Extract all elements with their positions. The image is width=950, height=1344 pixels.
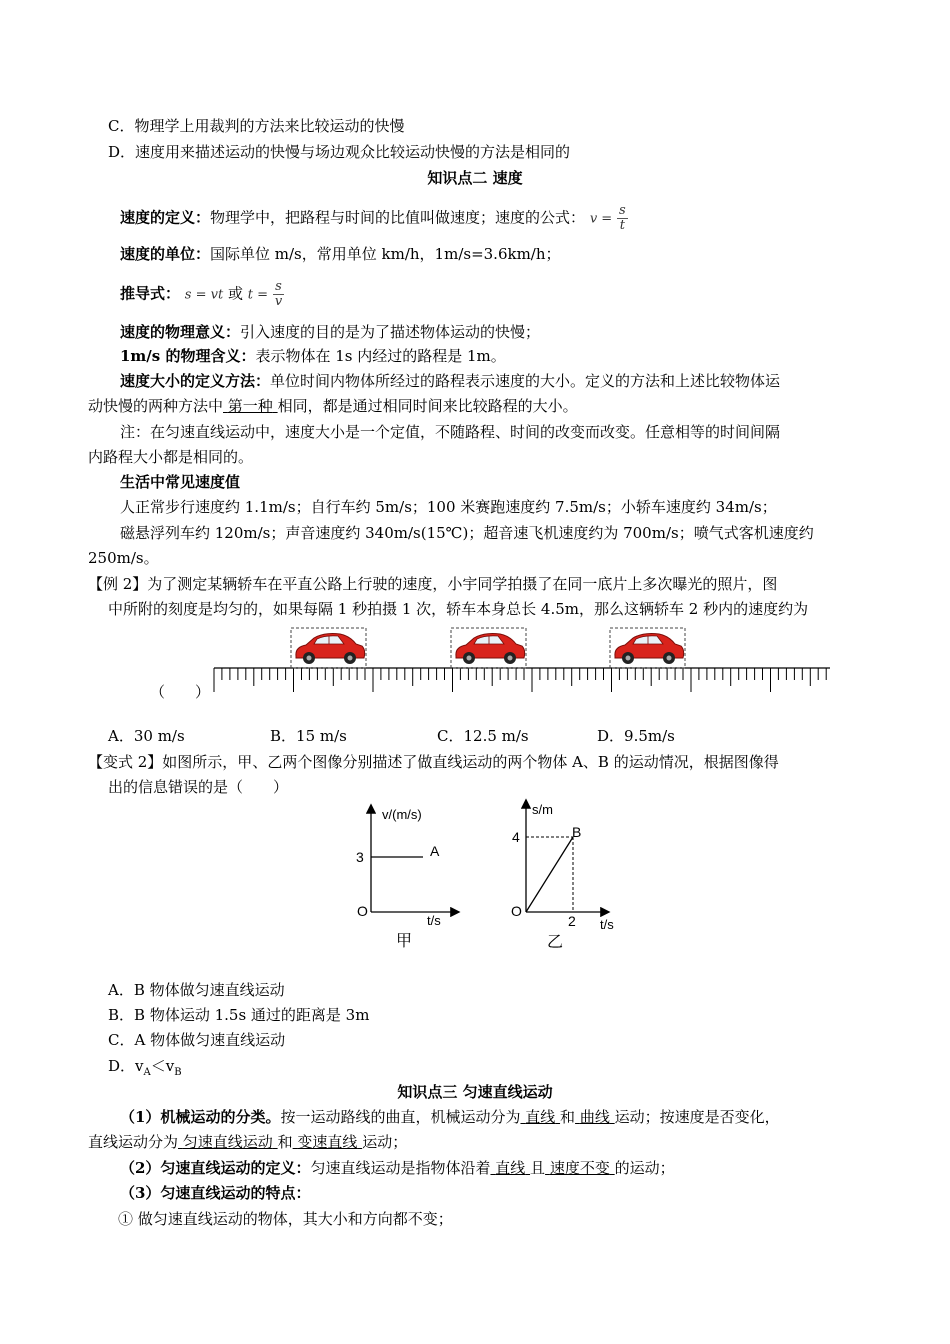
yi-point-label: B	[572, 824, 582, 840]
example2-option-a: A．30 m/s	[108, 727, 185, 745]
yi-x-label: t/s	[600, 917, 614, 932]
derive-fraction	[273, 280, 284, 309]
note-line2: 内路程大小都是相同的。	[88, 448, 254, 466]
car-icon-3	[615, 634, 684, 665]
example2-stem1: 【例 2】为了测定某辆轿车在平直公路上行驶的速度，小宇同学拍摄了在同一底片上多次曝光的照片，图	[88, 575, 778, 593]
p1-b: 和	[560, 1108, 576, 1126]
p1-blank2-text: 曲线	[579, 1108, 610, 1126]
unit-meaning-label: 1m/s 的物理含义：	[120, 347, 256, 365]
unit-meaning-text: 表示物体在 1s 内经过的路程是 1m。	[255, 347, 506, 365]
section3-p4: ① 做匀速直线运动的物体，其大小和方向都不变；	[118, 1210, 453, 1228]
p2-a: 匀速直线运动是指物体沿着	[310, 1159, 491, 1177]
p1-blank1	[520, 1108, 560, 1126]
derive-eq2: t =	[247, 287, 269, 303]
common-speeds-2: 磁悬浮列车约 120m/s；声音速度约 340m/s(15℃)；超音速飞机速度约为 700m/s；喷气式客机速度约	[120, 524, 814, 542]
variant2-option-d	[108, 1056, 182, 1083]
speed-unit-text: 国际单位 m/s，常用单位 km/h，1m/s=3.6km/h；	[210, 245, 561, 263]
meaning-text: 引入速度的目的是为了描述物体运动的快慢；	[240, 323, 541, 341]
speed-meaning	[120, 322, 540, 342]
option-d-prefix: D．v	[108, 1057, 144, 1075]
p1-blank3	[178, 1133, 278, 1151]
jia-origin: O	[357, 903, 368, 919]
unit-meaning	[120, 346, 506, 366]
p1-blank4	[293, 1133, 363, 1151]
p1-blank3-text: 匀速直线运动	[182, 1133, 273, 1151]
yi-caption: 乙	[547, 934, 564, 951]
yi-x-tick: 2	[568, 913, 576, 929]
speed-unit	[120, 244, 561, 264]
section3-p3: （3）匀速直线运动的特点：	[120, 1184, 311, 1202]
p1-a: 按一运动路线的曲直，机械运动分为	[280, 1108, 521, 1126]
section3-title: 知识点三 匀速直线运动	[397, 1083, 553, 1101]
jia-y-tick: 3	[356, 849, 364, 865]
variant2-stem1: 【变式 2】如图所示，甲、乙两个图像分别描述了做直线运动的两个物体 A、B 的运动情况，根据图像得	[88, 753, 779, 771]
derive-numerator: s	[273, 280, 284, 295]
ruler-ticks	[214, 668, 830, 692]
derive-label: 推导式：	[120, 284, 181, 303]
p1-c: 运动；按速度是否变化，	[614, 1108, 780, 1126]
p1-d: 直线运动分为	[88, 1133, 179, 1151]
formula-denominator: t	[619, 218, 625, 233]
meaning-label: 速度的物理意义：	[120, 323, 241, 341]
p2-b: 且	[530, 1159, 546, 1177]
variant2-stem2: 出的信息错误的是（ ）	[108, 778, 289, 796]
yi-line-b	[526, 837, 573, 912]
car-icon-1	[296, 634, 365, 665]
section3-p1-line1	[120, 1107, 780, 1127]
jia-caption: 甲	[396, 933, 413, 950]
p1-e: 和	[277, 1133, 293, 1151]
p2-blank2-text: 速度不变	[549, 1159, 610, 1177]
formula-fraction	[617, 204, 628, 233]
variant2-option-c: C．A 物体做匀速直线运动	[108, 1031, 286, 1049]
example2-stem2: 中所附的刻度是均匀的，如果每隔 1 秒拍摄 1 次，轿车本身总长 4.5m，那么这辆轿车 2 秒内的速度约为	[108, 600, 809, 618]
p1-blank1-text: 直线	[525, 1108, 556, 1126]
example2-option-b: B．15 m/s	[270, 727, 347, 745]
speed-def-text: 物理学中，把路程与时间的比值叫做速度；速度的公式：	[210, 208, 586, 227]
example2-paren: （ ）	[150, 683, 211, 701]
p2-c: 的运动；	[614, 1159, 675, 1177]
method-text2a: 动快慢的两种方法中	[88, 397, 224, 415]
p2-blank1	[490, 1159, 530, 1177]
option-d-sub-a: A	[143, 1067, 151, 1078]
example2-option-c: C．12.5 m/s	[437, 727, 529, 745]
variant2-option-a: A．B 物体做匀速直线运动	[108, 981, 285, 999]
graph-jia	[340, 800, 470, 952]
method-line1	[120, 371, 780, 391]
prev-option-c: C．物理学上用裁判的方法来比较运动的快慢	[108, 117, 405, 135]
p1-blank2	[575, 1108, 615, 1126]
p1-label: （1）机械运动的分类。	[120, 1108, 281, 1126]
p1-blank4-text: 变速直线	[297, 1133, 358, 1151]
prev-option-d: D．速度用来描述运动的快慢与场边观众比较运动快慢的方法是相同的	[108, 143, 571, 161]
jia-line-label: A	[430, 843, 440, 859]
yi-y-tick: 4	[512, 829, 520, 845]
car-icon-2	[456, 634, 525, 665]
formula-numerator: s	[618, 203, 626, 218]
common-speeds-1: 人正常步行速度约 1.1m/s；自行车约 5m/s；100 米赛跑速度约 7.5m/s；小轿车速度约 34m/s；	[120, 498, 777, 516]
p2-blank1-text: 直线	[495, 1159, 526, 1177]
section3-p2	[120, 1158, 675, 1178]
derivation	[120, 280, 284, 309]
p2-blank2	[545, 1159, 615, 1177]
p1-f: 运动；	[362, 1133, 408, 1151]
p2-label: （2）匀速直线运动的定义：	[120, 1159, 311, 1177]
variant2-option-b: B．B 物体运动 1.5s 通过的距离是 3m	[108, 1006, 370, 1024]
common-speeds-3: 250m/s。	[88, 549, 159, 567]
speed-unit-label: 速度的单位：	[120, 245, 211, 263]
section3-p1-line2	[88, 1132, 407, 1152]
example2-option-d: D．9.5m/s	[597, 727, 675, 745]
method-blank	[223, 397, 278, 415]
note-line1: 注：在匀速直线运动中，速度大小是一个定值，不随路程、时间的改变而改变。任意相等的时间间隔	[120, 423, 781, 441]
formula-v: v =	[589, 211, 613, 227]
method-text2b: 相同，都是通过相同时间来比较路程的大小。	[277, 397, 578, 415]
method-blank-text: 第一种	[227, 397, 273, 415]
graph-yi	[500, 795, 630, 955]
method-line2	[88, 396, 578, 416]
speed-definition	[120, 204, 628, 233]
yi-y-label: s/m	[532, 802, 553, 817]
derive-or: 或	[227, 284, 243, 303]
derive-eq1: s = vt	[184, 287, 224, 303]
method-label: 速度大小的定义方法：	[120, 372, 271, 390]
method-text1: 单位时间内物体所经过的路程表示速度的大小。定义的方法和上述比较物体运	[270, 372, 781, 390]
car-ruler-figure	[200, 624, 840, 696]
section2-title: 知识点二 速度	[427, 169, 523, 187]
jia-y-label: v/(m/s)	[382, 807, 422, 822]
option-d-mid: ＜v	[150, 1057, 175, 1075]
common-speeds-title: 生活中常见速度值	[120, 473, 241, 491]
speed-def-label: 速度的定义：	[120, 208, 211, 227]
derive-denominator: v	[274, 294, 283, 309]
yi-origin: O	[511, 903, 522, 919]
option-d-sub-b: B	[174, 1067, 182, 1078]
jia-x-label: t/s	[427, 913, 441, 928]
